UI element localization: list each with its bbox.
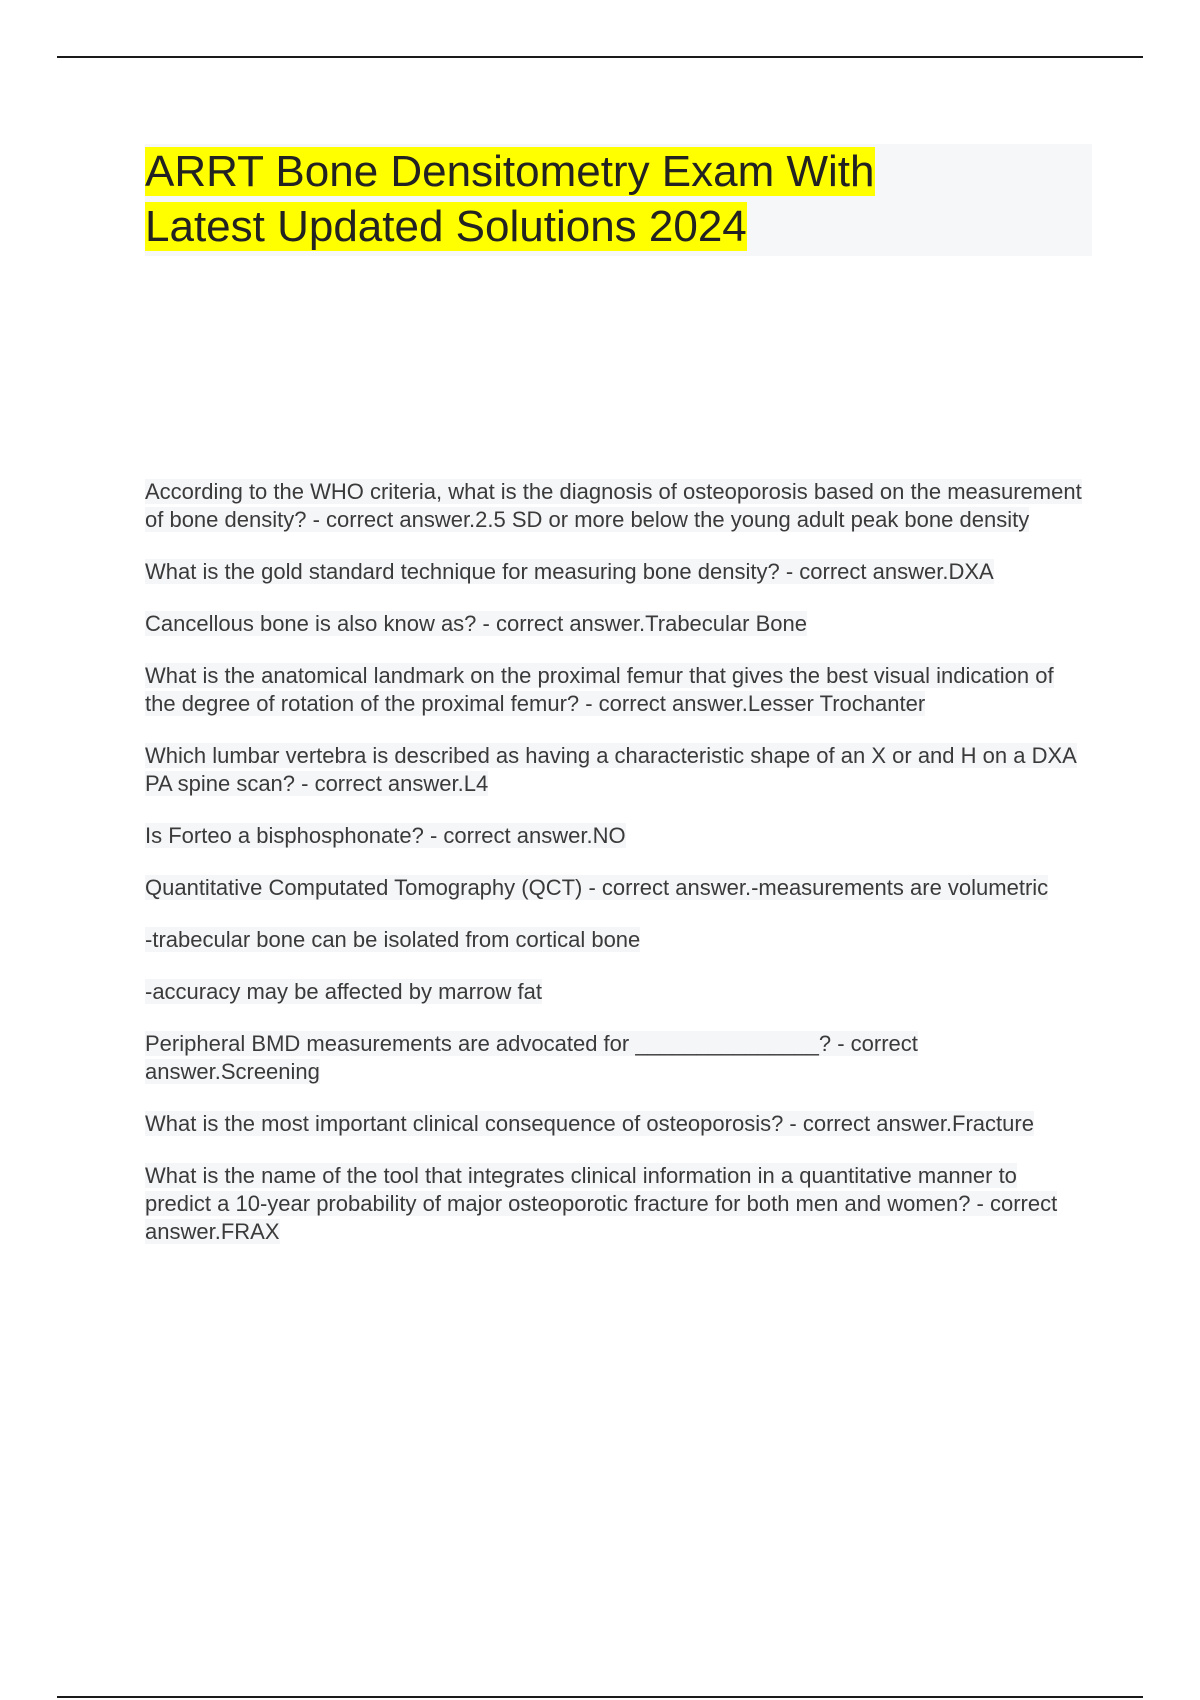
qa-item: What is the name of the tool that integrates clinical information in a quantitative manner to predict a 10-year probability of major osteoporotic fracture for both men and women? - correct answer.FRAX xyxy=(145,1163,1058,1244)
qa-item: Which lumbar vertebra is described as having a characteristic shape of an X or and H on a DXA PA spine scan? - correct answer.L4 xyxy=(145,743,1077,796)
title-line-1: ARRT Bone Densitometry Exam With xyxy=(145,147,875,196)
qa-item: Quantitative Computated Tomography (QCT) - correct answer.-measurements are volumetric xyxy=(145,875,1049,900)
header-rule xyxy=(57,56,1143,58)
qa-item: Cancellous bone is also know as? - correct answer.Trabecular Bone xyxy=(145,611,807,636)
qa-item: What is the gold standard technique for measuring bone density? - correct answer.DXA xyxy=(145,559,994,584)
qa-item: Peripheral BMD measurements are advocated for _______________? - correct answer.Screening xyxy=(145,1031,918,1084)
qa-item: What is the most important clinical consequence of osteoporosis? - correct answer.Fracture xyxy=(145,1111,1034,1136)
footer-rule xyxy=(57,1696,1143,1698)
title-block xyxy=(145,144,1092,256)
qa-item: What is the anatomical landmark on the proximal femur that gives the best visual indication of the degree of rotation of the proximal femur? - correct answer.Lesser Trochanter xyxy=(145,663,1054,716)
title-line-2: Latest Updated Solutions 2024 xyxy=(145,202,747,251)
qa-item: -accuracy may be affected by marrow fat xyxy=(145,979,542,1004)
qa-item: -trabecular bone can be isolated from cortical bone xyxy=(145,927,641,952)
question-answer-list xyxy=(145,478,1085,1270)
qa-item: Is Forteo a bisphosphonate? - correct answer.NO xyxy=(145,823,626,848)
document-title xyxy=(145,144,1092,254)
qa-item: According to the WHO criteria, what is the diagnosis of osteoporosis based on the measurement of bone density? - correct answer.2.5 SD or more below the young adult peak bone density xyxy=(145,479,1082,532)
